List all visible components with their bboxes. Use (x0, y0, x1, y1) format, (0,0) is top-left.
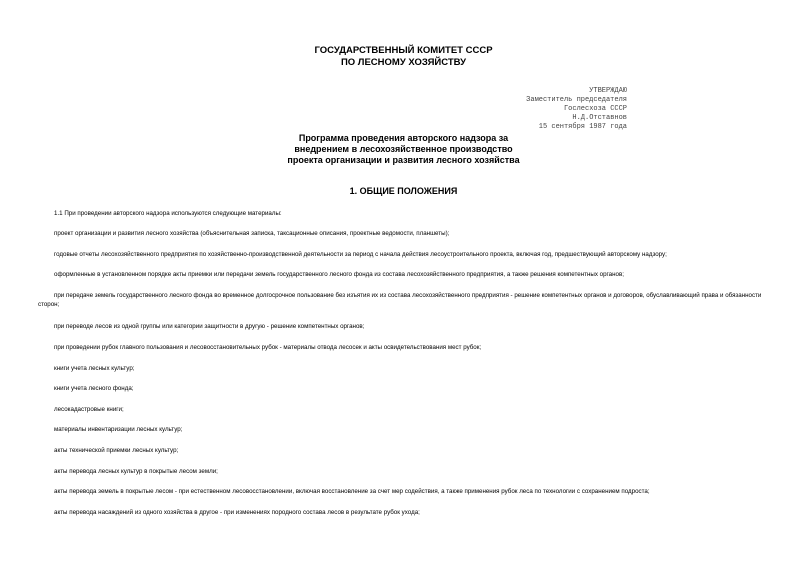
organization-title (0, 45, 807, 69)
paragraph: книги учета лесных культур; (54, 365, 135, 372)
approval-line-4: Н.Д.Отставнов (572, 114, 627, 122)
paragraph: 1.1 При проведении авторского надзора используются следующие материалы: (54, 210, 282, 217)
paragraph: проект организации и развития лесного хозяйства (объяснительная записка, таксационные описания, проектные ведомости, планшеты); (54, 230, 450, 237)
approval-line-5: 15 сентября 1987 года (538, 123, 627, 131)
approval-block (526, 87, 627, 132)
paragraph: при проведении рубок главного пользования и лесовосстановительных рубок - материалы отвода лесосек и акты освидетельствования мест рубок; (54, 344, 482, 351)
paragraph: акты технической приемки лесных культур; (54, 447, 179, 454)
approval-line-2: Заместитель председателя (526, 96, 627, 104)
paragraph: годовые отчеты лесохозяйственного предприятия по хозяйственно-производственной деятельности за период с начала действия лесоустроительного проекта, включая год, предшествующий авторскому надзору; (54, 251, 667, 258)
approval-line-3: Гослесхоза СССР (563, 105, 627, 113)
paragraph: при переводе лесов из одной группы или категории защитности в другую - решение компетентных органов; (54, 323, 365, 330)
section-heading: 1. ОБЩИЕ ПОЛОЖЕНИЯ (349, 186, 458, 196)
approval-line-1: УТВЕРЖДАЮ (589, 87, 627, 95)
organization-title-line-2: ПО ЛЕСНОМУ ХОЗЯЙСТВУ (340, 57, 467, 68)
program-title-line-1: Программа проведения авторского надзора за (298, 133, 509, 143)
paragraph: книги учета лесного фонда; (54, 385, 134, 392)
paragraph: акты перевода земель в покрытые лесом - при естественном лесовосстановлении, включая восстановление за счет мер содействия, а также применения рубок леса по технологии с сохранением подроста; (54, 488, 650, 495)
paragraph: лесокадастровые книги; (54, 406, 124, 413)
program-title (0, 133, 807, 166)
paragraph: акты перевода насаждений из одного хозяйства в другое - при изменениях породного состава лесов в результате рубок ухода; (54, 509, 420, 516)
paragraph: акты перевода лесных культур в покрытые лесом земли; (54, 468, 218, 475)
paragraph: материалы инвентаризации лесных культур; (54, 426, 183, 433)
paragraph: оформленные в установленном порядке акты приемки или передачи земель государственного лесного фонда из состава лесохозяйственного предприятия, а также решения компетентных органов; (54, 271, 624, 278)
organization-title-line-1: ГОСУДАРСТВЕННЫЙ КОМИТЕТ СССР (314, 45, 493, 56)
program-title-line-3: проекта организации и развития лесного хозяйства (287, 155, 520, 165)
paragraph: при передаче земель государственного лесного фонда во временное долгосрочное пользование без изъятия их из состава лесохозяйственного предприятия - решение компетентных органов и договоров, обуславливающий права и обязанности сторон; (38, 292, 762, 308)
program-title-line-2: внедрением в лесохозяйственное производство (294, 144, 513, 154)
